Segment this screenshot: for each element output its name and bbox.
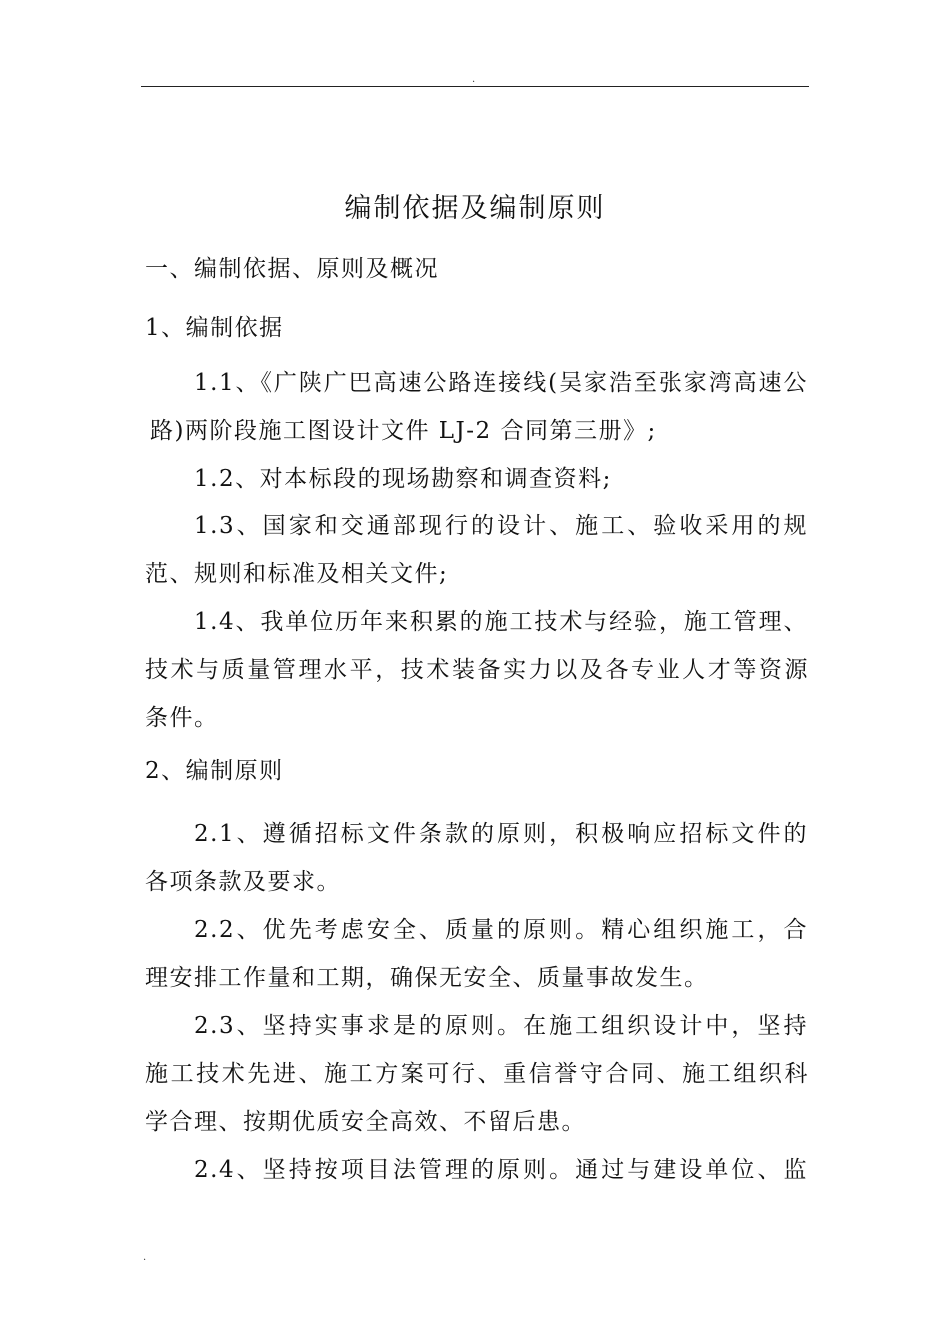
page-title: 编制依据及编制原则 (344, 193, 606, 224)
section-heading: 一、编制依据、原则及概况 (145, 256, 439, 282)
header-rule (141, 86, 809, 87)
subsection-heading: 2、编制原则 (145, 758, 284, 784)
paragraph-line: 2.1、遵循招标文件条款的原则，积极响应招标文件的 (194, 821, 808, 847)
paragraph-line: 条件。 (145, 705, 219, 731)
paragraph-line: 1.1、《广陕广巴高速公路连接线(吴家浩至张家湾高速公 (194, 370, 808, 396)
footer-dot: . (143, 1252, 147, 1263)
paragraph-line: 各项条款及要求。 (145, 869, 341, 895)
paragraph-line: 1.3、国家和交通部现行的设计、施工、验收采用的规 (194, 513, 808, 539)
paragraph-line: 施工技术先进、施工方案可行、重信誉守合同、施工组织科 (145, 1061, 809, 1087)
subsection-heading: 1、编制依据 (145, 315, 284, 341)
paragraph-line: 理安排工作量和工期，确保无安全、质量事故发生。 (145, 965, 709, 991)
paragraph-line: 2.2、优先考虑安全、质量的原则。精心组织施工，合 (194, 917, 808, 943)
paragraph-line: 2.3、坚持实事求是的原则。在施工组织设计中，坚持 (194, 1013, 808, 1039)
paragraph-line: 技术与质量管理水平，技术装备实力以及各专业人才等资源 (145, 657, 809, 683)
paragraph-line: 路)两阶段施工图设计文件 LJ-2 合同第三册》; (150, 418, 657, 444)
paragraph-line: 学合理、按期优质安全高效、不留后患。 (145, 1109, 586, 1135)
paragraph-line: 范、规则和标准及相关文件; (145, 561, 449, 587)
header-dot: . (472, 74, 476, 85)
paragraph-line: 1.2、对本标段的现场勘察和调查资料; (194, 466, 612, 492)
paragraph-line: 2.4、坚持按项目法管理的原则。通过与建设单位、监 (194, 1157, 808, 1183)
paragraph-line: 1.4、我单位历年来积累的施工技术与经验，施工管理、 (194, 609, 808, 635)
